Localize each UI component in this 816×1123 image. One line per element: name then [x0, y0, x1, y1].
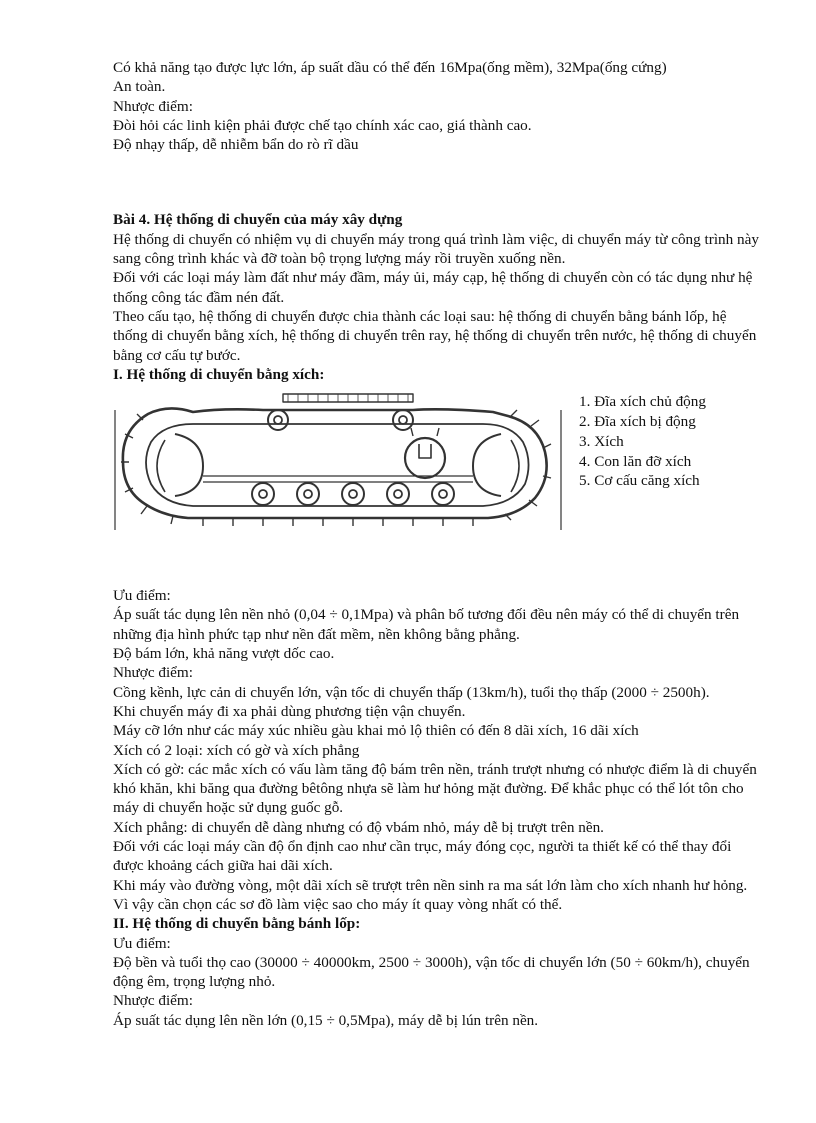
- lesson-title: Bài 4. Hệ thống di chuyển của máy xây dựng: [113, 211, 403, 229]
- section-1-line: Nhược điểm:: [113, 664, 193, 682]
- section-1-line: Cồng kềnh, lực cản di chuyển lớn, vận tốc di chuyển thấp (13km/h), tuổi thọ thấp (2000 ÷ 2500h).: [113, 683, 710, 701]
- intro-line: Nhược điểm:: [113, 97, 193, 115]
- figure-legend: [579, 392, 706, 491]
- legend-item: 1. Đĩa xích chủ động: [579, 393, 706, 411]
- crawler-figure-block: [113, 390, 763, 586]
- section-1-line: Độ bám lớn, khả năng vượt dốc cao.: [113, 645, 335, 663]
- section-2-line: Ưu điểm:: [113, 934, 171, 952]
- legend-item: 5. Cơ cấu căng xích: [579, 472, 700, 490]
- section-1-line: Xích có gờ: các mắc xích có vấu làm tăng độ bám trên nền, tránh trượt nhưng có nhược điểm là di chuyển khó khăn, khi băng qua đường bêtông nhựa sẽ làm hư hỏng mặt đường. Để khắc phục có thể lót tôn cho máy di chuyển hoặc sử dụng guốc gỗ.: [113, 760, 757, 817]
- document-page: [113, 58, 763, 1030]
- section-1-line: Ưu điểm:: [113, 587, 171, 605]
- lesson-paragraph: Đối với các loại máy làm đất như máy đầm, máy ủi, máy cạp, hệ thống di chuyển còn có tác dụng như hệ thống công tác đầm nén đất.: [113, 269, 753, 306]
- section-1-line: Khi máy vào đường vòng, một dãi xích sẽ trượt trên nền sinh ra ma sát lớn làm cho xích nhanh hư hỏng. Vì vậy cần chọn các sơ đồ làm việc sao cho máy ít quay vòng nhất có thể.: [113, 876, 748, 913]
- section-1-line: Xích có 2 loại: xích có gờ và xích phẳng: [113, 741, 360, 759]
- section-2-heading: II. Hệ thống di chuyển bằng bánh lốp:: [113, 915, 361, 933]
- intro-line: An toàn.: [113, 78, 166, 96]
- intro-line: Đòi hỏi các linh kiện phải được chế tạo chính xác cao, giá thành cao.: [113, 116, 532, 134]
- lesson-paragraph: Hệ thống di chuyển có nhiệm vụ di chuyển máy trong quá trình làm việc, di chuyển máy từ công trình này sang công trình khác và đỡ toàn bộ trọng lượng máy rồi truyền xuống nền.: [113, 230, 759, 268]
- legend-item: 2. Đĩa xích bị động: [579, 412, 696, 430]
- section-2-line: Áp suất tác dụng lên nền lớn (0,15 ÷ 0,5Mpa), máy dễ bị lún trên nền.: [113, 1011, 539, 1029]
- section-1-line: Máy cỡ lớn như các máy xúc nhiều gàu khai mỏ lộ thiên có đến 8 dãi xích, 16 dãi xích: [113, 722, 639, 740]
- section-1-line: Khi chuyển máy đi xa phải dùng phương tiện vận chuyển.: [113, 702, 466, 720]
- section-2-line: Nhược điểm:: [113, 992, 193, 1010]
- intro-line: Có khả năng tạo được lực lớn, áp suất dầu có thể đến 16Mpa(ống mềm), 32Mpa(ống cứng): [113, 59, 667, 76]
- section-1-heading: I. Hệ thống di chuyển bằng xích:: [113, 365, 325, 383]
- legend-item: 3. Xích: [579, 432, 624, 450]
- legend-item: 4. Con lăn đỡ xích: [579, 452, 692, 470]
- section-1-line: Áp suất tác dụng lên nền nhỏ (0,04 ÷ 0,1Mpa) và phân bố tương đối đều nên máy có thể di chuyển trên những địa hình phức tạp như nền đất mềm, nền không bằng phẳng.: [113, 606, 740, 643]
- intro-line: Độ nhạy thấp, dễ nhiễm bẩn do rò rĩ dầu: [113, 136, 359, 154]
- section-1-line: Xích phẳng: di chuyển dễ dàng nhưng có độ vbám nhỏ, máy dễ bị trượt trên nền.: [113, 818, 604, 836]
- crawler-track-diagram: [113, 390, 563, 530]
- lesson-paragraph: Theo cấu tạo, hệ thống di chuyển được chia thành các loại sau: hệ thống di chuyển bằng bánh lốp, hệ thống di chuyển bằng xích, hệ thống di chuyển trên ray, hệ thống di chuyển trên nước, hệ thống di chuyển bằng cơ cấu tự bước.: [113, 307, 757, 364]
- section-2-line: Độ bền và tuổi thọ cao (30000 ÷ 40000km, 2500 ÷ 3000h), vận tốc di chuyển lớn (50 ÷ 60km/h), chuyển động êm, trọng lượng nhỏ.: [113, 953, 750, 991]
- section-1-line: Đối với các loại máy cần độ ổn định cao như cần trục, máy đóng cọc, người ta thiết kế có thể thay đổi được khoảng cách giữa hai dãi xích.: [113, 838, 732, 875]
